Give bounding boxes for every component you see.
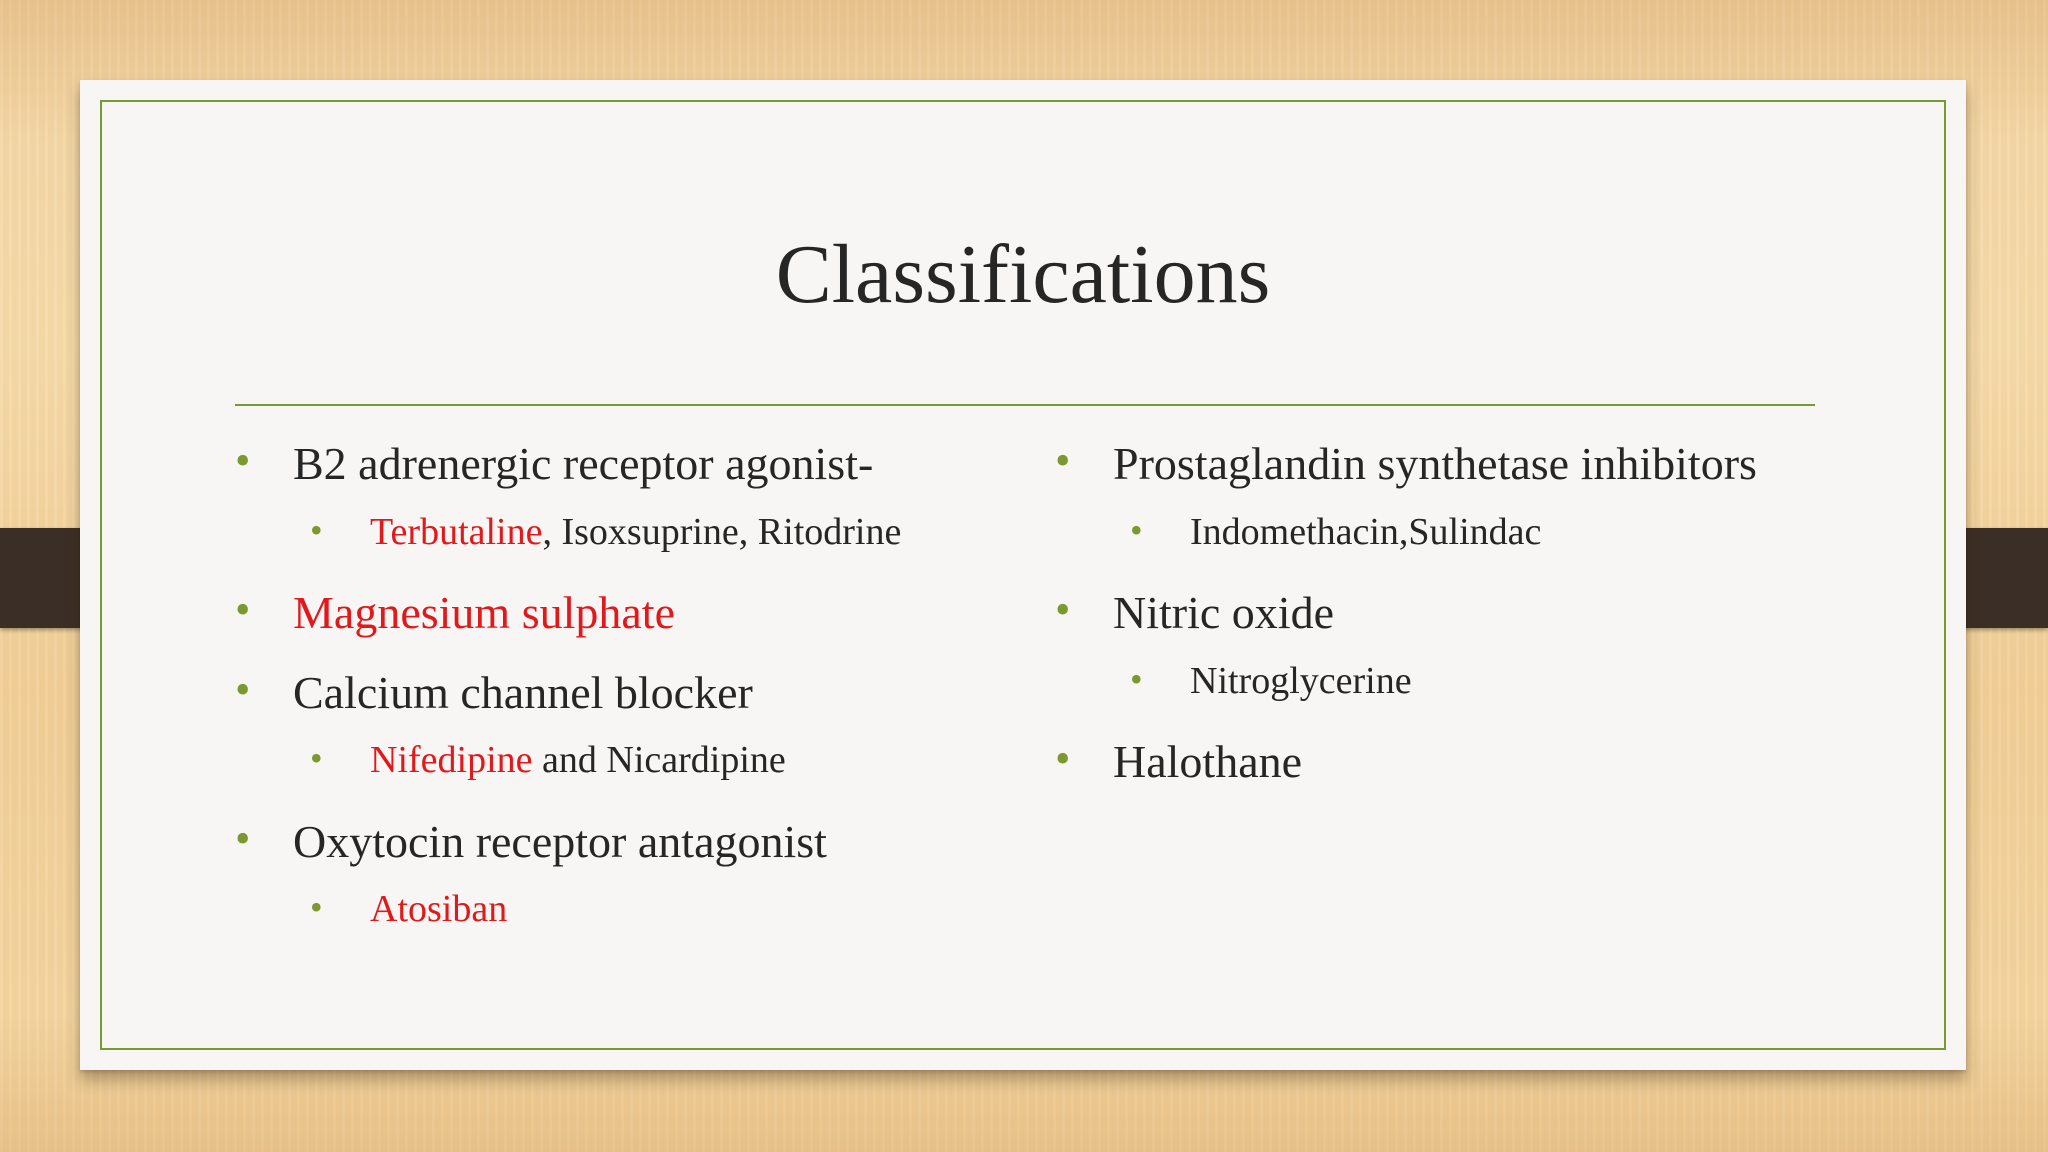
sub-item-atosiban: • Atosiban (235, 886, 1035, 934)
list-item-magnesium-sulphate: • Magnesium sulphate (235, 584, 1035, 642)
highlight-terbutaline: Terbutaline (370, 510, 543, 553)
sub-item-b2-drugs (235, 509, 1035, 557)
sub-item-text: and Nicardipine (532, 739, 786, 781)
list-item-calcium-channel-blocker: • Calcium channel blocker (235, 664, 1035, 722)
slide (80, 80, 1966, 1070)
list-item-oxytocin-antagonist: • Oxytocin receptor antagonist (235, 813, 1035, 871)
list-item-b2-agonist: • B2 adrenergic receptor agonist- (235, 435, 1035, 493)
left-column (235, 435, 1035, 962)
list-item-prostaglandin-inhibitors: • Prostaglandin synthetase inhibitors (1055, 435, 1895, 493)
sub-item-indomethacin: • Indomethacin,Sulindac (1055, 509, 1895, 557)
sub-item-ccb-drugs (235, 737, 1035, 785)
title-divider (235, 404, 1815, 406)
sub-item-text: , Isoxsuprine, Ritodrine (542, 510, 902, 553)
list-item-halothane: • Halothane (1055, 733, 1895, 791)
right-column (1055, 435, 1895, 813)
list-item-nitric-oxide: • Nitric oxide (1055, 584, 1895, 642)
sub-item-nitroglycerine: • Nitroglycerine (1055, 658, 1895, 706)
highlight-nifedipine: Nifedipine (370, 739, 533, 781)
slide-title: Classifications (775, 228, 1271, 321)
